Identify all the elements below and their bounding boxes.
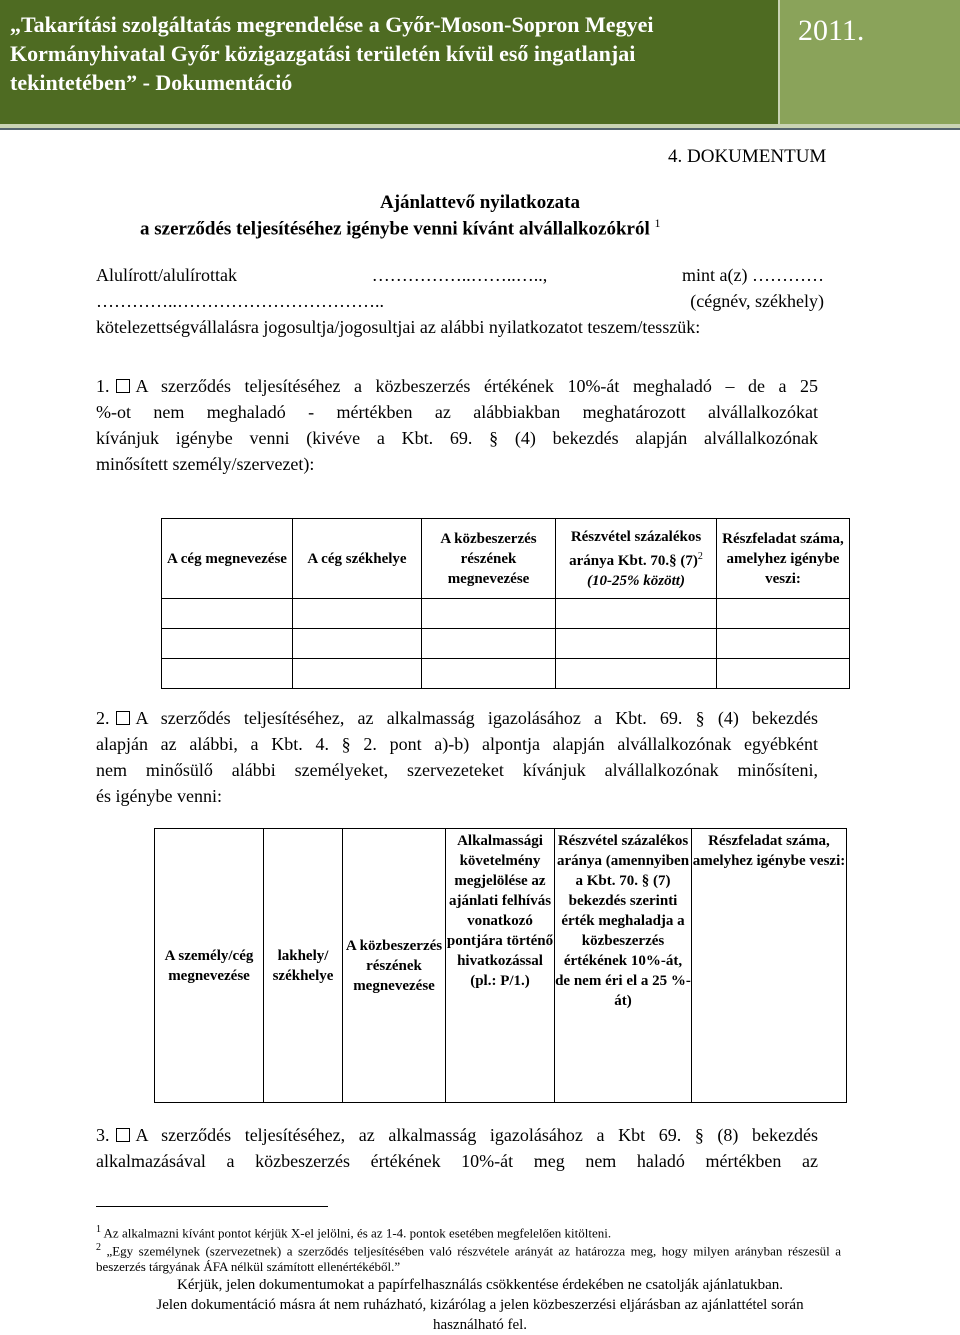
intro-line-3: kötelezettségvállalásra jogosultja/jogosultjai az alábbi nyilatkozatot teszem/tesszük: bbox=[96, 317, 701, 337]
header-title bbox=[10, 10, 770, 97]
table-header-row bbox=[162, 519, 850, 599]
section-2-checkbox[interactable] bbox=[116, 711, 130, 725]
table-header-cell bbox=[556, 519, 717, 599]
table-header-cell: A személy/cég megnevezése bbox=[155, 829, 264, 1103]
intro-signer-label: Alulírott/alulírottak bbox=[96, 265, 237, 285]
table-header-cell: Alkalmassági követelmény megjelölése az ajánlati felhívás vonatkozó pontjára történő hivatkozással (pl.: P/1.) bbox=[446, 829, 555, 1103]
section-1-line: %-ot nem meghaladó - mértékben az alábbiakban meghatározott alvállalkozókat bbox=[96, 402, 818, 422]
header-divider bbox=[0, 128, 960, 130]
table-cell[interactable] bbox=[162, 629, 293, 659]
section-3-number: 3. bbox=[96, 1125, 110, 1145]
footnote-1 bbox=[96, 1222, 841, 1241]
table-cell[interactable] bbox=[422, 599, 556, 629]
document-number: 4. DOKUMENTUM bbox=[668, 146, 827, 167]
footnote-number: 2 bbox=[96, 1242, 101, 1253]
table-header-cell: A közbeszerzés részének megnevezése bbox=[343, 829, 446, 1103]
section-1-line: minősített személy/szervezet): bbox=[96, 454, 315, 474]
intro-company-dots: …………..…………………………….. bbox=[96, 291, 384, 311]
section-3 bbox=[96, 1122, 818, 1174]
table-header-note: (10-25% között) bbox=[587, 572, 685, 589]
table-cell[interactable] bbox=[717, 599, 850, 629]
footnote-2 bbox=[96, 1240, 841, 1275]
table-cell[interactable] bbox=[422, 659, 556, 689]
document-subtitle bbox=[140, 216, 661, 240]
table-row bbox=[162, 659, 850, 689]
table-row bbox=[162, 629, 850, 659]
footnote-ref: 1 bbox=[654, 216, 661, 230]
document-title: Ajánlattevő nyilatkozata bbox=[379, 192, 580, 213]
footnote-divider bbox=[96, 1206, 328, 1207]
section-1-line bbox=[96, 373, 818, 399]
footnote-text: Az alkalmazni kívánt pontot kérjük X-el jelölni, és az 1-4. pontok esetében megfelelően kitölteni. bbox=[103, 1225, 612, 1241]
section-1 bbox=[96, 373, 818, 477]
table-cell[interactable] bbox=[556, 659, 717, 689]
table-cell[interactable] bbox=[293, 629, 422, 659]
section-3-line: alkalmazásával a közbeszerzés értékének 10%-át meg nem haladó mértékben az bbox=[96, 1151, 818, 1171]
section-1-line: kívánjuk igénybe venni (kivéve a Kbt. 69. § (4) bekezdés alapján alvállalkozónak bbox=[96, 428, 818, 448]
section-3-text: A szerződés teljesítéséhez, az alkalmasság igazolásához a Kbt 69. § (8) bekezdés bbox=[135, 1125, 818, 1145]
document-subtitle-text: a szerződés teljesítéséhez igénybe venni kívánt alvállalkozókról bbox=[140, 218, 650, 240]
table-cell[interactable] bbox=[422, 629, 556, 659]
table-header-cell: Részfeladat száma, amelyhez igénybe veszi: bbox=[717, 519, 850, 599]
subcontractor-table-1 bbox=[161, 518, 850, 689]
table-cell[interactable] bbox=[162, 659, 293, 689]
intro-as-label: mint a(z) ………… bbox=[682, 265, 824, 285]
footnote-text: „Egy személynek (szervezetnek) a szerződés teljesítésében való részvétele arányát az határozza meg, hogy milyen arányban részesül a beszerzés tárgyának ÁFA nélkül számított ellenértékéből.” bbox=[96, 1243, 841, 1275]
table-cell[interactable] bbox=[556, 629, 717, 659]
header-title-line: Kormányhivatal Győr közigazgatási területén kívül eső ingatlanjai bbox=[10, 41, 636, 66]
footnote-number: 1 bbox=[96, 1224, 101, 1235]
table-header-cell: Részvétel százalékos aránya (amennyiben a Kbt. 70. § (7) bekezdés szerinti érték meghaladja a közbeszerzés értékének 10%-át, de nem éri el a 25 %-át) bbox=[555, 829, 692, 1103]
section-2-line: alapján az alábbi, a Kbt. 4. § 2. pont a)-b) alpontja alapján alvállalkozónak egyébként bbox=[96, 734, 818, 754]
table-cell[interactable] bbox=[293, 659, 422, 689]
table-header-cell: lakhely/ székhelye bbox=[264, 829, 343, 1103]
intro-block bbox=[96, 262, 824, 340]
section-2-number: 2. bbox=[96, 708, 110, 728]
table-row bbox=[162, 599, 850, 629]
section-1-text: A szerződés teljesítéséhez a közbeszerzés értékének 10%-át meghaladó – de a 25 bbox=[135, 376, 818, 396]
footer bbox=[0, 1275, 960, 1335]
intro-line-2 bbox=[96, 288, 824, 314]
section-2-text: A szerződés teljesítéséhez, az alkalmasság igazolásához a Kbt. 69. § (4) bekezdés bbox=[135, 708, 818, 728]
header-title-line: „Takarítási szolgáltatás megrendelése a Győr-Moson-Sopron Megyei bbox=[10, 12, 654, 37]
table-header-cell: Részfeladat száma, amelyhez igénybe veszi: bbox=[692, 829, 847, 1103]
table-cell[interactable] bbox=[162, 599, 293, 629]
footnote-ref: 2 bbox=[697, 550, 703, 562]
table-cell[interactable] bbox=[717, 629, 850, 659]
table-header-cell: A cég megnevezése bbox=[162, 519, 293, 599]
header-title-line: tekintetében” - Dokumentáció bbox=[10, 70, 293, 95]
footer-line: használható fel. bbox=[432, 1317, 528, 1333]
section-1-checkbox[interactable] bbox=[116, 379, 130, 393]
section-3-checkbox[interactable] bbox=[116, 1128, 130, 1142]
footer-line: Kérjük, jelen dokumentumokat a papírfelhasználás csökkentése érdekében ne csatolják ajánlatukban. bbox=[176, 1277, 783, 1293]
section-2 bbox=[96, 705, 818, 809]
table-header-cell: A cég székhelye bbox=[293, 519, 422, 599]
section-2-line: és igénybe venni: bbox=[96, 786, 222, 806]
intro-name-dots: ……………..……..….., bbox=[371, 265, 548, 285]
intro-company-hint: (cégnév, székhely) bbox=[690, 291, 824, 311]
header-year: 2011. bbox=[798, 14, 865, 47]
section-1-number: 1. bbox=[96, 376, 110, 396]
subcontractor-table-2 bbox=[154, 828, 847, 1103]
footer-line: Jelen dokumentáció másra át nem ruházható, kizárólag a jelen közbeszerzési eljárásban az ajánlattétel során bbox=[156, 1297, 804, 1313]
table-cell[interactable] bbox=[556, 599, 717, 629]
section-2-line bbox=[96, 705, 818, 731]
section-2-line: nem minősülő alábbi személyeket, szervezeteket kívánjuk alvállalkozónak minősíteni, bbox=[96, 760, 818, 780]
table-cell[interactable] bbox=[293, 599, 422, 629]
intro-line-1 bbox=[96, 262, 824, 288]
table-header-cell: A közbeszerzés részének megnevezése bbox=[422, 519, 556, 599]
table-cell[interactable] bbox=[717, 659, 850, 689]
section-3-line bbox=[96, 1122, 818, 1148]
table-header-text: Részvétel százalékos aránya Kbt. 70.§ (7) bbox=[569, 528, 702, 569]
table-header-row bbox=[155, 829, 847, 1103]
